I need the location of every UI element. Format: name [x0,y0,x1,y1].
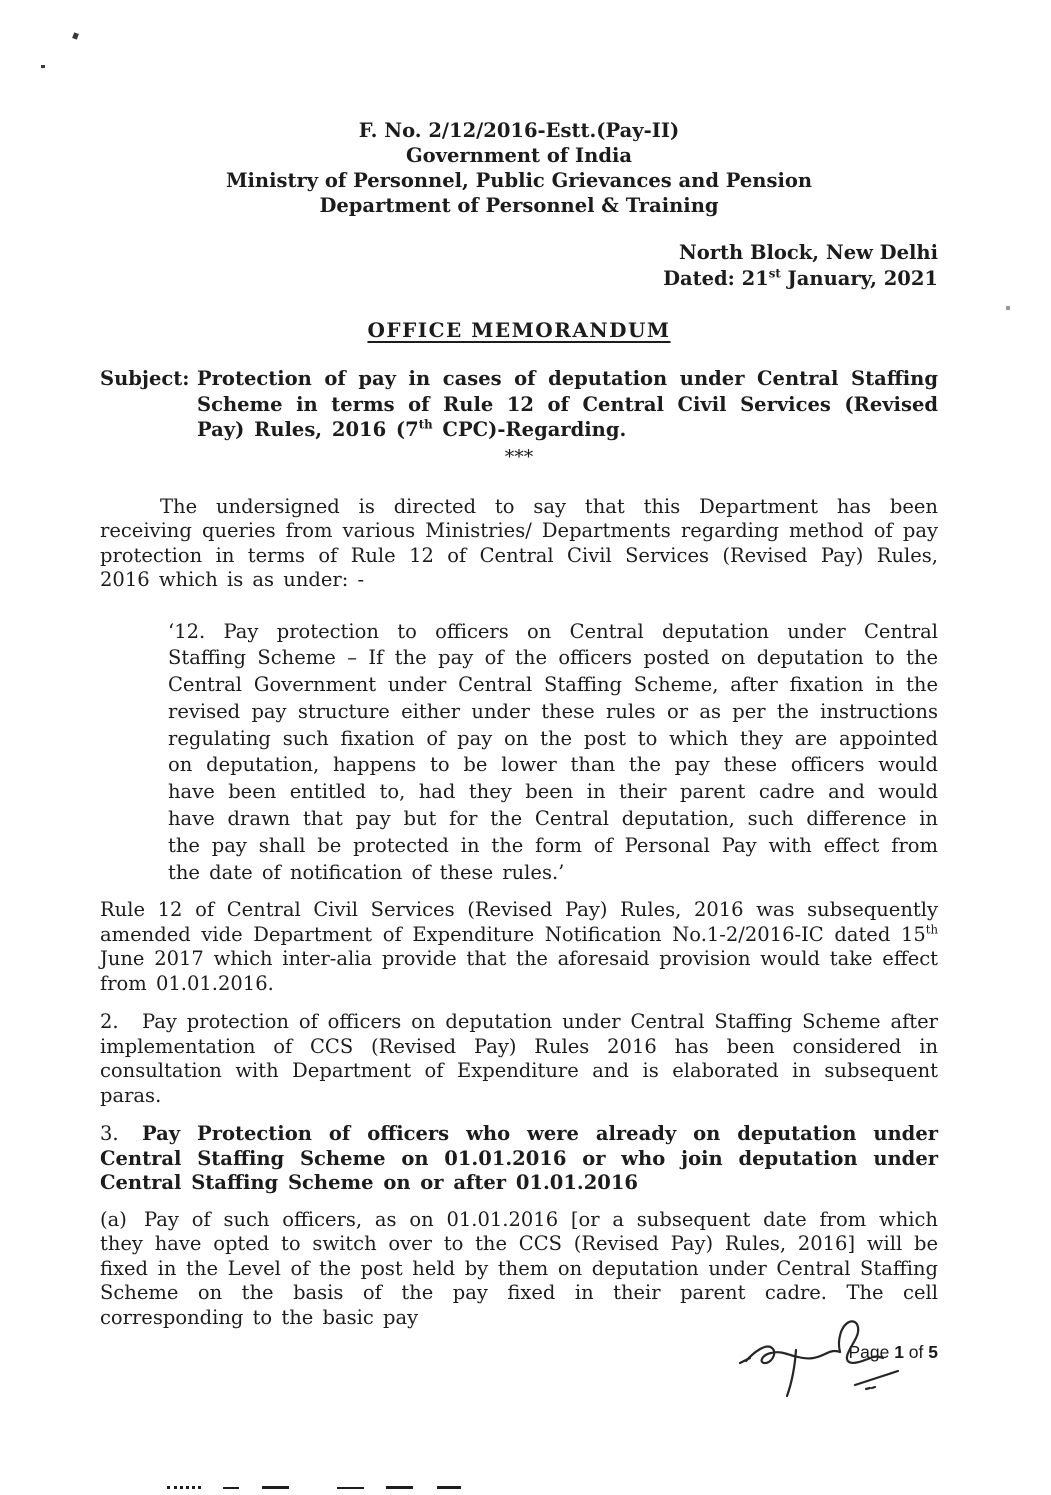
scan-speck [72,32,79,39]
page-number: Page 1 of 5 [848,1342,938,1363]
dash-mark [386,1486,413,1489]
para-intro: The undersigned is directed to say that this Department has been receiving queries from various Ministries/ Departments regarding method of pay protection in terms of Rule 12 of Central Civil Services (Revised Pay) Rules, 2016 which is as under: - [100,494,938,591]
heading-3-number: 3. [100,1122,119,1146]
para-2-number: 2. [100,1010,119,1034]
dash-mark [223,1487,239,1489]
place-line: North Block, New Delhi [678,241,938,264]
org-line-2: Ministry of Personnel, Public Grievances and Pension [225,169,813,192]
scan-speck [1006,306,1010,310]
subject-label: Subject: [100,367,190,390]
dash-mark [262,1486,289,1489]
org-line-3: Department of Personnel & Training [319,194,719,217]
para-rule12-amendment: Rule 12 of Central Civil Services (Revised Pay) Rules, 2016 was subsequently amended vide Department of Expenditure Notification No.1-2/2016-IC dated 15th June 2017 which inter-alia provide that the aforesaid provision would take effect from 01.01.2016. [100,898,938,995]
dash-mark [437,1486,461,1489]
subject-block [100,366,938,443]
place-date-block [100,240,938,292]
dash-mark [167,1486,201,1489]
para-2: 2. Pay protection of officers on deputation under Central Staffing Scheme after implementation of CCS (Revised Pay) Rules 2016 has been considered in consultation with Department of Expenditure and is elaborated in subsequent paras. [100,1010,938,1107]
para-a: (a) Pay of such officers, as on 01.01.2016 [or a subsequent date from which they have opted to switch over to the CCS (Revised Pay) Rules, 2016] will be fixed in the Level of the post held by them on deputation under Central Staffing Scheme on the basis of the pay fixed in their parent cadre. The cell corresponding to the basic pay [100,1207,938,1329]
dash-mark [337,1487,364,1489]
doc-title: OFFICE MEMORANDUM [367,318,671,342]
quote-rule-12: ‘12. Pay protection to officers on Central deputation under Central Staffing Scheme – If the pay of the officers posted on deputation to the Central Government under Central Staffing Scheme, after fixation in the revised pay structure either under these rules or as per the instructions regulating such fixation of pay on the post to which they are appointed on deputation, happens to be lower than the pay these officers would have been entitled to, had they been in their parent cadre and would have drawn that pay but for the Central deputation, such difference in the pay shall be protected in the form of Personal Pay with effect from the date of notification of these rules.’ [168,619,938,884]
separator-stars: *** [504,445,534,468]
scan-speck [41,65,45,68]
file-number: F. No. 2/12/2016-Estt.(Pay-II) [358,119,680,142]
org-line-1: Government of India [405,144,633,167]
page-content [100,0,938,1363]
heading-3: 3. Pay Protection of officers who were already on deputation under Central Staffing Scheme on 01.01.2016 or who join deputation under Central Staffing Scheme on or after 01.01.2016 [100,1122,938,1195]
signature [738,1300,910,1402]
date-line: Dated: 21st January, 2021 [663,266,938,290]
para-a-number: (a) [100,1207,127,1231]
subject-text: Protection of pay in cases of deputation under Central Staffing Scheme in terms of Rule 12 of Central Civil Services (Revised Pay) Rules, 2016 (7th CPC)-Regarding. [197,367,938,441]
letterhead [100,118,938,218]
